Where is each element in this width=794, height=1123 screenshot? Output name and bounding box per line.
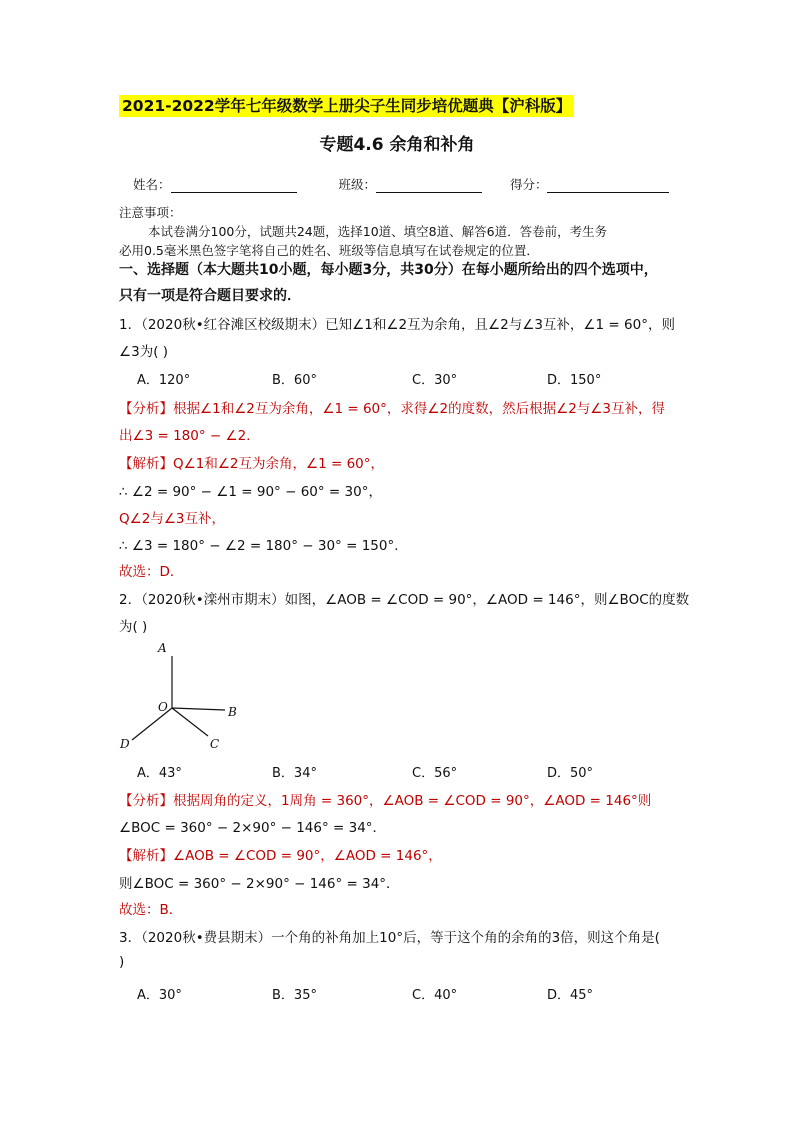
q2-solution: 则∠BOC = 360° − 2×90° − 146° = 34°． xyxy=(119,876,400,892)
q3-stem: ) xyxy=(119,954,125,970)
q1-answer: 故选：D． xyxy=(119,564,184,580)
q1-option-d: D．150° xyxy=(547,373,602,388)
class-field[interactable] xyxy=(376,178,482,193)
name-field[interactable] xyxy=(171,178,297,193)
q1-analysis: 【分析】根据∠1和∠2互为余角，∠1 = 60°，求得∠2的度数，然后根据∠2与∠3互补，得 xyxy=(119,401,665,417)
form-row xyxy=(133,175,669,193)
label-a: A xyxy=(158,641,167,655)
score-label: 得分： xyxy=(509,177,548,192)
q1-option-c: C．30° xyxy=(412,373,458,388)
label-d: D xyxy=(120,737,130,751)
class-label: 班级： xyxy=(338,177,376,192)
notice-heading: 注意事项： xyxy=(119,205,182,220)
label-o: O xyxy=(158,700,168,714)
notice-line: 必用0.5毫米黑色签字笔将自己的姓名、班级等信息填写在试卷规定的位置． xyxy=(119,243,539,258)
q3-stem: 3．（2020秋•费县期末）一个角的补角加上10°后，等于这个角的余角的3倍，则这个角是( xyxy=(119,930,660,946)
score-field[interactable] xyxy=(547,178,669,193)
label-b: B xyxy=(228,705,237,719)
q2-answer: 故选：B． xyxy=(119,902,183,918)
ray-oc xyxy=(172,708,208,736)
q2-option-b: B．34° xyxy=(272,766,317,781)
q2-stem: 2．（2020秋•滦州市期末）如图，∠AOB = ∠COD = 90°，∠AOD = 146°，则∠BOC的度数 xyxy=(119,592,690,608)
q1-option-b: B．60° xyxy=(272,373,317,388)
banner-title: 2021-2022学年七年级数学上册尖子生同步培优题典【沪科版】 xyxy=(119,95,574,117)
q1-option-a: A．120° xyxy=(137,373,191,388)
q2-stem: 为( ) xyxy=(119,619,148,635)
q3-option-b: B．35° xyxy=(272,988,317,1003)
q2-option-a: A．43° xyxy=(137,766,182,781)
section-heading: 一、选择题（本大题共10小题，每小题3分，共30分）在每小题所给出的四个选项中， xyxy=(119,262,658,278)
q3-option-d: D．45° xyxy=(547,988,594,1003)
q1-stem: ∠3为( ) xyxy=(119,344,169,360)
q1-stem: 1．（2020秋•红谷滩区校级期末）已知∠1和∠2互为余角，且∠2与∠3互补，∠1 = 60°，则 xyxy=(119,317,675,333)
q2-solution: 【解析】∠AOB = ∠COD = 90°，∠AOD = 146°， xyxy=(119,848,442,864)
q1-analysis: 出∠3 = 180° − ∠2． xyxy=(119,428,260,444)
ray-ob xyxy=(172,708,225,710)
page-title: 专题4.6 余角和补角 xyxy=(319,135,475,155)
q2-analysis: ∠BOC = 360° − 2×90° − 146° = 34°． xyxy=(119,820,387,836)
q1-solution: ∴ ∠2 = 90° − ∠1 = 90° − 60° = 30°， xyxy=(119,484,382,500)
q2-option-c: C．56° xyxy=(412,766,458,781)
q1-solution: 【解析】Q∠1和∠2互为余角，∠1 = 60°， xyxy=(119,456,385,472)
q2-option-d: D．50° xyxy=(547,766,594,781)
section-heading: 只有一项是符合题目要求的． xyxy=(119,288,301,304)
q3-option-a: A．30° xyxy=(137,988,182,1003)
q1-solution: ∴ ∠3 = 180° − ∠2 = 180° − 30° = 150°． xyxy=(119,538,408,554)
q1-solution: Q∠2与∠3互补， xyxy=(119,511,226,527)
angle-figure xyxy=(110,638,260,758)
q2-analysis: 【分析】根据周角的定义，1周角 = 360°，∠AOB = ∠COD = 90°，∠AOD = 146°则 xyxy=(119,793,652,809)
name-label: 姓名： xyxy=(133,177,171,192)
label-c: C xyxy=(210,737,220,751)
q3-option-c: C．40° xyxy=(412,988,458,1003)
notice-line: 本试卷满分100分，试题共24题，选择10道、填空8道、解答6道．答卷前，考生务 xyxy=(148,224,608,239)
